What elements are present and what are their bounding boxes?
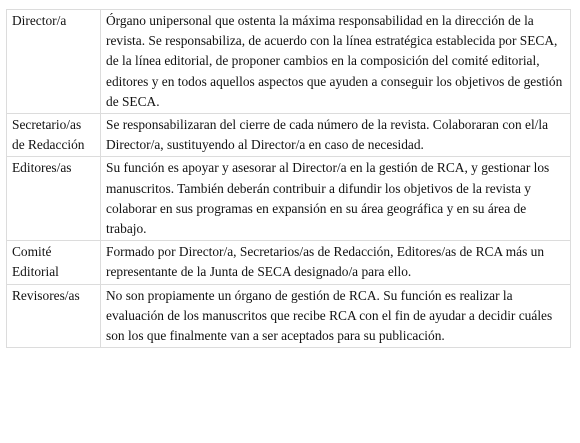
roles-table <box>6 9 571 348</box>
table-row <box>7 10 571 114</box>
description-cell: Formado por Director/a, Secretarios/as de Redacción, Editores/as de RCA más un representante de la Junta de SECA designado/a para ello. <box>101 241 571 284</box>
table-row <box>7 114 571 157</box>
table-row <box>7 157 571 241</box>
role-cell: Editores/as <box>7 157 101 241</box>
description-cell: Órgano unipersonal que ostenta la máxima responsabilidad en la dirección de la revista. Se responsabiliza, de acuerdo con la línea estratégica establecida por SECA, de la línea editorial, de proponer cambios en la composición del comité editorial, editores y en todos aquellos aspectos que ayuden a conseguir los objetivos de gestión de SECA. <box>101 10 571 114</box>
table-row <box>7 241 571 284</box>
role-cell: Revisores/as <box>7 284 101 348</box>
role-cell: Secretario/as de Redacción <box>7 114 101 157</box>
description-cell: Su función es apoyar y asesorar al Director/a en la gestión de RCA, y gestionar los manuscritos. También deberán contribuir a difundir los objetivos de la revista y colaborar en sus programas en expansión en su área geográfica y en su área de trabajo. <box>101 157 571 241</box>
role-cell: Comité Editorial <box>7 241 101 284</box>
description-cell: No son propiamente un órgano de gestión de RCA. Su función es realizar la evaluación de los manuscritos que recibe RCA con el fin de ayudar a decidir cuáles son los que finalmente van a ser aceptados para su publicación. <box>101 284 571 348</box>
table-row <box>7 284 571 348</box>
description-cell: Se responsabilizaran del cierre de cada número de la revista. Colaboraran con el/la Director/a, sustituyendo al Director/a en caso de necesidad. <box>101 114 571 157</box>
role-cell: Director/a <box>7 10 101 114</box>
